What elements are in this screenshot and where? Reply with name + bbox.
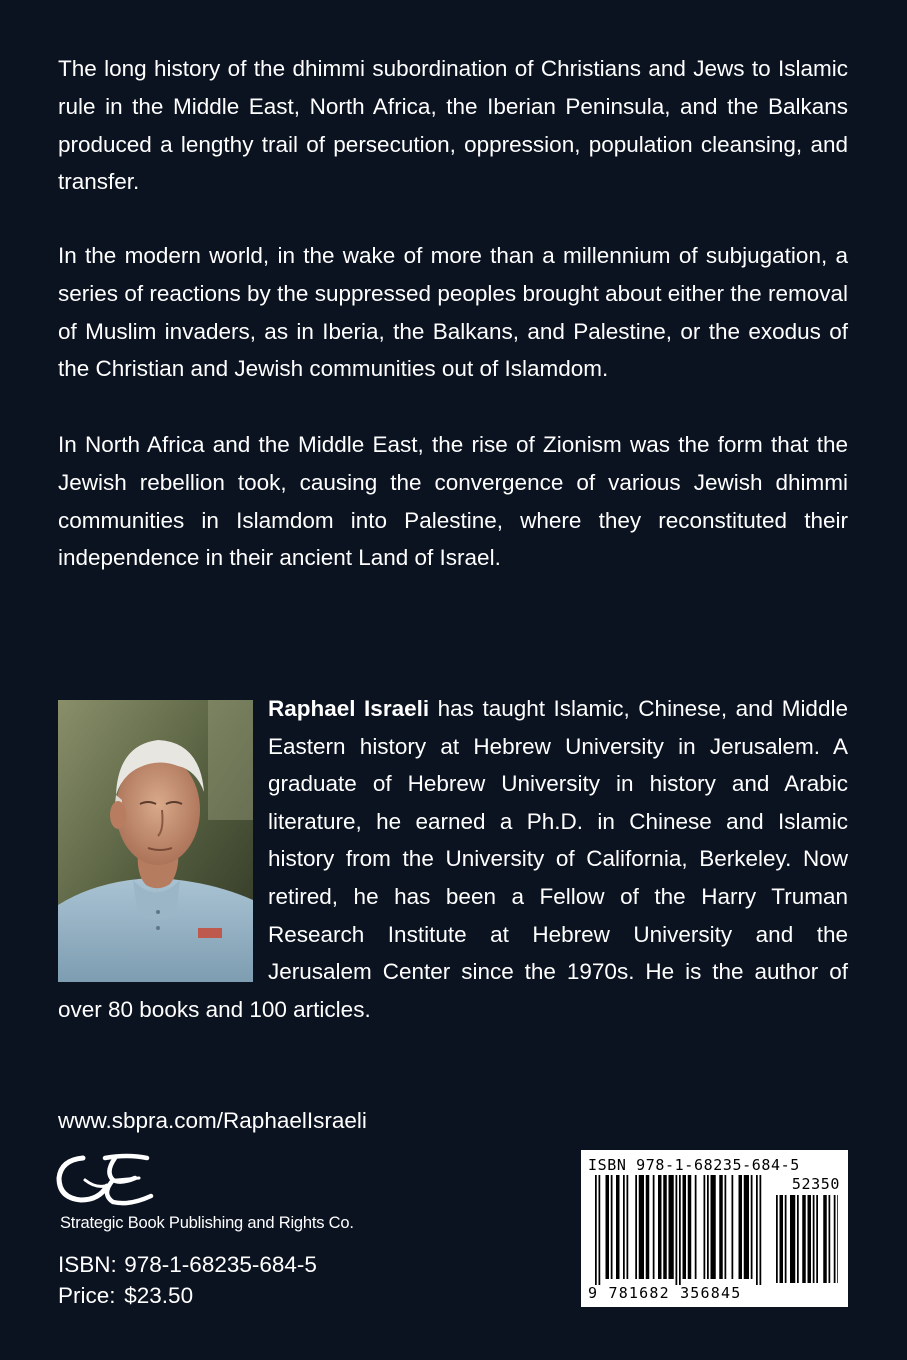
barcode-bar [802, 1195, 806, 1283]
barcode-bar [834, 1195, 836, 1283]
barcode-bar [646, 1175, 650, 1279]
barcode-supplement-bars [776, 1195, 838, 1287]
barcode-bar [695, 1175, 697, 1279]
barcode-bar [635, 1175, 637, 1279]
barcode-bar [627, 1175, 629, 1279]
barcode-bar [751, 1175, 753, 1279]
barcode-bar [837, 1195, 838, 1283]
description-paragraph-1: The long history of the dhimmi subordination of Christians and Jews to Islamic rule in the Middle East, North Africa, the Iberian Peninsula, and the Balkans produced a lengthy trail of persecution, oppression, population cleansing, and transfer. [58, 56, 848, 195]
author-bio [58, 690, 848, 1028]
barcode-bar [816, 1195, 818, 1283]
barcode-bar [653, 1175, 655, 1279]
barcode-bar [616, 1175, 620, 1279]
barcode-digits: 9 781682 356845 [588, 1284, 742, 1302]
barcode-bar [599, 1175, 601, 1285]
barcode-bar [739, 1175, 743, 1279]
barcode-bar [683, 1175, 687, 1279]
barcode-bar [790, 1195, 795, 1283]
barcode-bar [704, 1175, 706, 1279]
author-website[interactable]: www.sbpra.com/RaphaelIsraeli [58, 1108, 367, 1133]
barcode-bar [725, 1175, 727, 1279]
description-paragraph-3: In North Africa and the Middle East, the rise of Zionism was the form that the Jewish rebellion took, causing the convergence of various Jewish dhimmi communities in Islamdom into Palestine, where they reconstituted their independence in their ancient Land of Israel. [58, 432, 848, 571]
price-line [58, 1281, 193, 1311]
barcode-bar [780, 1195, 784, 1283]
author-photo [58, 700, 253, 982]
barcode-bar [719, 1175, 723, 1279]
barcode-bars [595, 1175, 770, 1287]
barcode-bar [663, 1175, 667, 1279]
barcode-bar [676, 1175, 678, 1285]
isbn-line [58, 1250, 317, 1280]
barcode-bar [658, 1175, 662, 1279]
barcode-bar [829, 1195, 831, 1283]
barcode-bar [756, 1175, 758, 1285]
barcode-bar [797, 1195, 799, 1283]
barcode-bar [732, 1175, 734, 1279]
author-name: Raphael Israeli [268, 696, 430, 721]
barcode-bar [623, 1175, 625, 1279]
barcode-bar [688, 1175, 692, 1279]
publisher-logo-icon [55, 1150, 155, 1210]
barcode-bar [776, 1195, 778, 1283]
author-bio-text: has taught Islamic, Chinese, and Middle Eastern history at Hebrew University in Jerusalem. A graduate of Hebrew University in history and Arabic literature, he earned a Ph.D. in Chinese and Islamic history from the University of California, Berkeley. Now retired, he has been a Fellow of the Harry Truman Research Institute at Hebrew University and the Jerusalem Center since the 1970s. He is the author of over 80 books and 100 articles. [58, 696, 848, 1022]
barcode-bar [707, 1175, 709, 1279]
barcode-bar [823, 1195, 827, 1283]
barcode-bar [760, 1175, 762, 1285]
barcode-bar [639, 1175, 644, 1279]
publisher-name: Strategic Book Publishing and Rights Co. [60, 1214, 354, 1232]
price-label: Price: [58, 1283, 116, 1308]
isbn-label: ISBN: [58, 1252, 117, 1277]
barcode-bar [808, 1195, 812, 1283]
barcode-bar [669, 1175, 674, 1279]
barcode-bar [611, 1175, 613, 1279]
isbn-value: 978-1-68235-684-5 [124, 1252, 317, 1277]
description-paragraph-2: In the modern world, in the wake of more than a millennium of subjugation, a series of reactions by the suppressed peoples brought about either the removal of Muslim invaders, as in Iberia, the Balkans, and Palestine, or the exodus of the Christian and Jewish communities out of Islamdom. [58, 243, 848, 382]
barcode-bar [606, 1175, 610, 1279]
barcode-bar [744, 1175, 749, 1279]
barcode-bar [679, 1175, 681, 1285]
barcode-bar [711, 1175, 716, 1279]
barcode [581, 1150, 848, 1307]
barcode-isbn-text: ISBN 978-1-68235-684-5 [588, 1156, 800, 1174]
barcode-price-code: 52350 [791, 1175, 840, 1193]
barcode-bar [785, 1195, 787, 1283]
barcode-bar [595, 1175, 597, 1285]
barcode-bar [813, 1195, 815, 1283]
price-value: $23.50 [124, 1283, 194, 1308]
